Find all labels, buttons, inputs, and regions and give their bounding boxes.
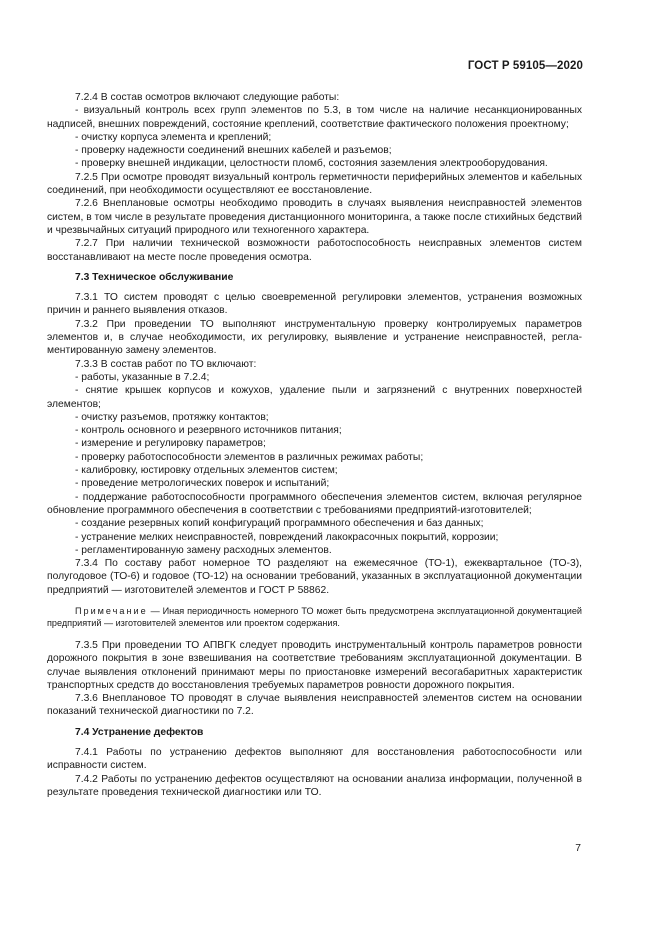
list-item: - измерение и регулировку параметров; <box>75 438 266 450</box>
list-item: - регламентированную замену расходных элементов. <box>75 544 332 556</box>
list-item: - проверку внешней индикации, целостности пломб, состояния заземления электрооборудования. <box>75 158 548 170</box>
note <box>47 605 582 629</box>
paragraph-7-2-6: 7.2.6 Внеплановые осмотры необходимо проводить в случаях выявления неисправностей элементов систем, в том числе в результате проведения дистанционного мониторинга, а также после стихийных бедствий и чрезвычайных ситуаций природного или техногенного характера. <box>47 198 582 236</box>
paragraph-7-4-2: 7.4.2 Работы по устранению дефектов осуществляют на основании анализа информации, полученной в результате проведения технической диагностики или ТО. <box>47 773 582 798</box>
list-item: - очистку разъемов, протяжку контактов; <box>75 411 269 423</box>
list-item: - проверку надежности соединений внешних кабелей и разъемов; <box>75 145 392 157</box>
document-body <box>47 91 582 799</box>
list-item: - работы, указанные в 7.2.4; <box>75 371 210 383</box>
list-item: - контроль основного и резервного источников питания; <box>75 425 342 437</box>
list-item: - устранение мелких неисправностей, повреждений лакокрасочных покрытий, коррозии; <box>75 531 499 543</box>
paragraph-7-3-6: 7.3.6 Внеплановое ТО проводят в случае выявления неисправностей элементов систем на основании показаний технической диагностики по 7.2. <box>47 693 582 718</box>
list-item: - создание резервных копий конфигураций программного обеспечения и баз данных; <box>75 518 484 530</box>
paragraph-7-3-1: 7.3.1 ТО систем проводят с целью своевременной регулировки элементов, устранения возможных причин и раннего выявления отказов. <box>47 292 582 317</box>
note-label: Примечание <box>75 605 148 616</box>
list-item: - проведение метрологических поверок и испытаний; <box>75 478 330 490</box>
document-header-standard: ГОСТ Р 59105—2020 <box>467 60 583 72</box>
list-item: - калибровку, юстировку отдельных элементов систем; <box>75 465 338 477</box>
list-item: - очистку корпуса элемента и креплений; <box>75 131 272 143</box>
paragraph-7-3-2: 7.3.2 При проведении ТО выполняют инструментальную проверку контролируемых параметров элементов и, в случае необходимости, их регулировку, выявление и устранение неисправностей, регламентированную замену элементов. <box>47 318 582 357</box>
page-number: 7 <box>575 843 581 854</box>
note-text: — Иная периодичность номерного ТО может быть предусмотрена эксплуатационной документацией предприятий — изготовителей элементов или проектом содержания. <box>47 605 582 628</box>
paragraph-7-3-4: 7.3.4 По составу работ номерное ТО разделяют на ежемесячное (ТО-1), ежеквартальное (ТО-3), полугодовое (ТО-6) и годовое (ТО-12) на основании требований, указанных в эксплуатационной документации предприятий — изготовителей элементов и ГОСТ Р 58862. <box>47 558 582 596</box>
paragraph-7-3-3: 7.3.3 В состав работ по ТО включают: <box>75 358 257 370</box>
paragraph-7-4-1: 7.4.1 Работы по устранению дефектов выполняют для восстановления работоспособности или исправности систем. <box>47 747 582 772</box>
section-heading-7-4: 7.4 Устранение дефектов <box>75 726 204 738</box>
list-item: - поддержание работоспособности программного обеспечения элементов систем, включая регулярное обновление программного обеспечения в соответствии с требованиями предприятий-изготовителей; <box>47 491 582 516</box>
paragraph-7-2-7: 7.2.7 При наличии технической возможности работоспособность неисправных элементов систем восстанавливают на месте после проведения осмотра. <box>47 238 582 263</box>
list-item: - снятие крышек корпусов и кожухов, удаление пыли и загрязнений с внутренних поверхностей элементов; <box>47 385 582 410</box>
paragraph-7-2-4: 7.2.4 В состав осмотров включают следующие работы: <box>75 92 340 103</box>
list-item: - проверку работоспособности элементов в различных режимах работы; <box>75 451 424 463</box>
section-heading-7-3: 7.3 Техническое обслуживание <box>75 271 234 283</box>
paragraph-7-2-5: 7.2.5 При осмотре проводят визуальный контроль герметичности периферийных элементов и кабельных соединений, при необходимости осуществляют ее восстановление. <box>47 171 582 197</box>
list-item: - визуальный контроль всех групп элементов по 5.3, в том числе на наличие несанкционированных надписей, внешних повреждений, состояние креплений, соответствие фактического положения проектному; <box>47 105 582 130</box>
paragraph-7-3-5: 7.3.5 При проведении ТО АПВГК следует проводить инструментальный контроль параметров ровности дорожного покрытия в зоне взвешивания на соответствие требованиям эксплуатационной документации. В случае выявления отклонений принимают меры по приостановке измерений весогабаритных характеристик транспортных средств до восстановления требуемых параметров ровности дорожного покрытия. <box>47 639 582 691</box>
